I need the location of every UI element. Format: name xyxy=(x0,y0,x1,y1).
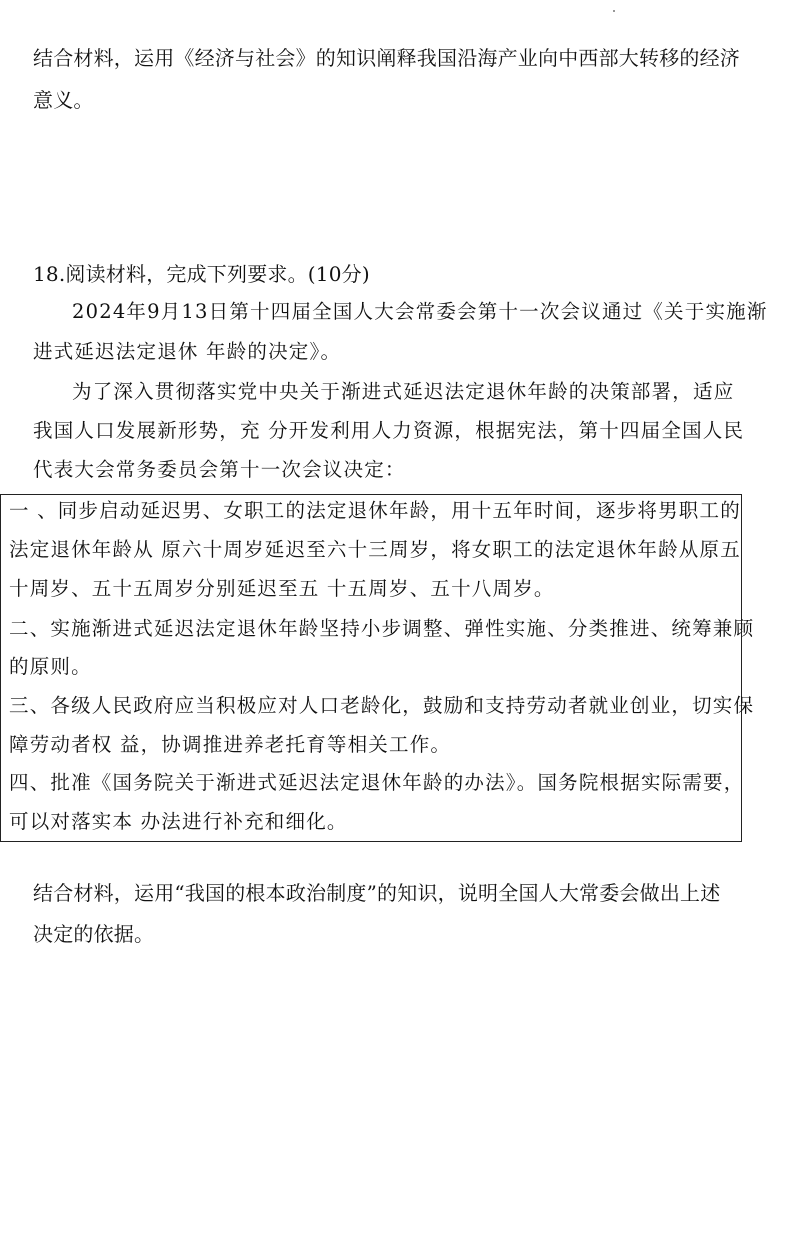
q18-material-line-2: 我国人口发展新形势，充 分开发利用人力资源，根据宪法，第十四届全国人民 xyxy=(33,419,745,442)
decision-item-1-line-2: 法定退休年龄从 原六十周岁延迟至六十三周岁，将女职工的法定退休年龄从原五 xyxy=(9,538,741,561)
q18-header: 18.阅读材料，完成下列要求。(10分) xyxy=(33,262,370,286)
decision-item-3-line-2: 障劳动者权 益，协调推进养老托育等相关工作。 xyxy=(9,733,452,756)
q18-material-line-3: 代表大会常务委员会第十一次会议决定： xyxy=(33,458,406,481)
q18-intro-line-2: 进式延迟法定退休 年龄的决定》。 xyxy=(33,340,342,363)
decision-item-4-line-1: 四、批准《国务院关于渐进式延迟法定退休年龄的办法》。国务院根据实际需要， xyxy=(9,771,745,794)
decision-item-1-line-3: 十周岁、五十五周岁分别延迟至五 十五周岁、五十八周岁。 xyxy=(9,577,555,600)
decision-item-1-line-1: 一 、同步启动延迟男、女职工的法定退休年龄，用十五年时间，逐步将男职工的 xyxy=(9,499,741,522)
decision-item-2-line-1: 二、实施渐进式延迟法定退休年龄坚持小步调整、弹性实施、分类推进、统筹兼顾 xyxy=(9,617,755,640)
q18-prompt-line-2: 决定的依据。 xyxy=(33,922,155,946)
q17-prompt-line-1: 结合材料，运用《经济与社会》的知识阐释我国沿海产业向中西部大转移的经济 xyxy=(33,46,740,70)
scan-speck xyxy=(613,10,615,12)
q18-intro-line-1: 2024年9月13日第十四届全国人大会常委会第十一次会议通过《关于实施渐 xyxy=(72,300,768,323)
q18-material-line-1: 为了深入贯彻落实党中央关于渐进式延迟法定退休年龄的决策部署，适应 xyxy=(72,380,735,403)
decision-item-2-line-2: 的原则。 xyxy=(9,655,92,678)
q17-prompt-line-2: 意义。 xyxy=(33,88,94,112)
decision-item-4-line-2: 可以对落实本 办法进行补充和细化。 xyxy=(9,810,348,833)
q18-prompt-line-1: 结合材料，运用“我国的根本政治制度”的知识，说明全国人大常委会做出上述 xyxy=(33,881,721,905)
decision-item-3-line-1: 三、各级人民政府应当积极应对人口老龄化，鼓励和支持劳动者就业创业，切实保 xyxy=(9,694,755,717)
